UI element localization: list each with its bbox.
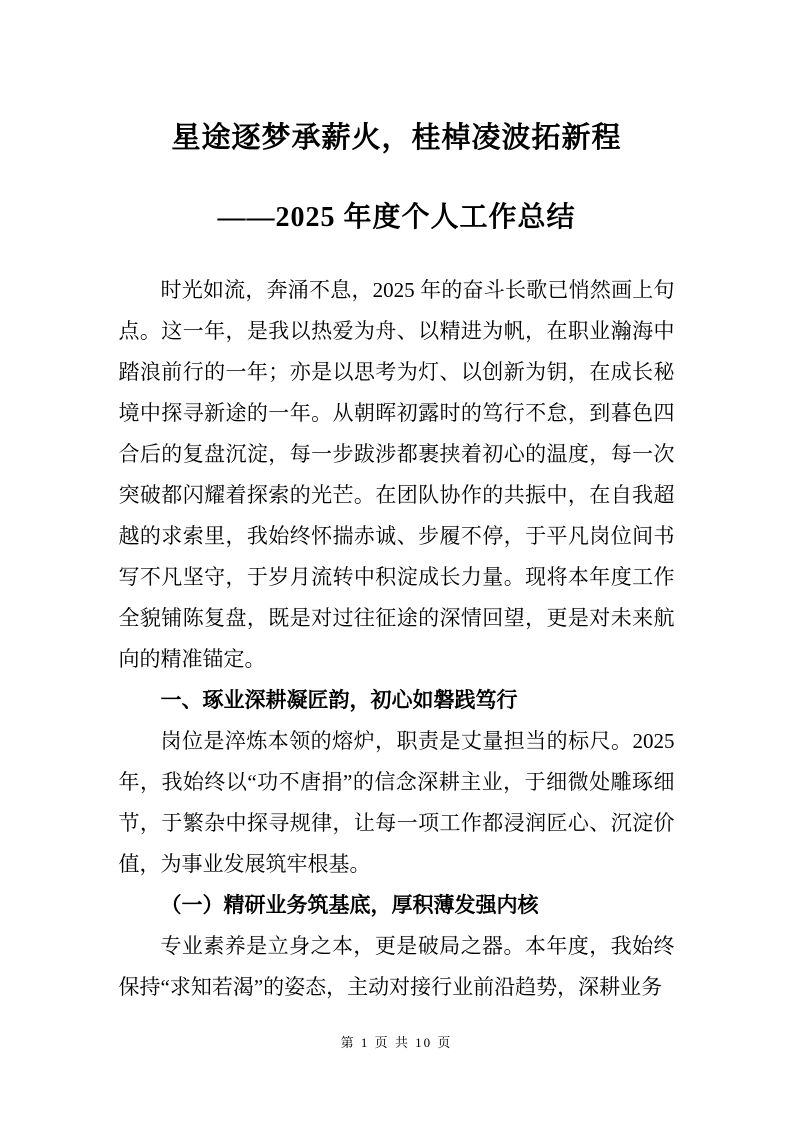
paragraph-section-1: 岗位是淬炼本领的熔炉，职责是丈量担当的标尺。2025 年，我始终以“功不唐捐”的信念深耕主业，于细微处雕琢细节，于繁杂中探寻规律，让每一项工作都浸润匠心、沉淀价值，为事业发展筑牢根基。 (118, 729, 675, 876)
document-body (119, 270, 675, 1008)
subsection-heading-1: （一）精研业务筑基底，厚积薄发强内核 (160, 893, 539, 917)
section-heading-1: 一、琢业深耕凝匠韵，初心如磐践笃行 (160, 688, 518, 712)
document-subtitle: ——2025 年度个人工作总结 (217, 202, 576, 233)
page-number-footer: 第 1 页 共 10 页 (340, 1035, 453, 1050)
paragraph-intro: 时光如流，奔涌不息，2025 年的奋斗长歌已悄然画上句点。这一年，是我以热爱为舟、以精进为帆，在职业瀚海中踏浪前行的一年；亦是以思考为灯、以创新为钥，在成长秘境中探寻新途的一年。从朝晖初露时的笃行不怠，到暮色四合后的复盘沉淀，每一步跋涉都裹挟着初心的温度，每一次突破都闪耀着探索的光芒。在团队协作的共振中，在自我超越的求索里，我始终怀揣赤诚、步履不停，于平凡岗位间书写不凡坚守，于岁月流转中积淀成长力量。现将本年度工作全貌铺陈复盘，既是对过往征途的深情回望，更是对未来航向的精准锚定。 (118, 278, 675, 671)
document-title: 星途逐梦承薪火，桂棹凌波拓新程 (171, 122, 622, 154)
paragraph-subsection-1: 专业素养是立身之本，更是破局之器。本年度，我始终保持“求知若渴”的姿态，主动对接行业前沿趋势，深耕业务 (118, 934, 675, 999)
